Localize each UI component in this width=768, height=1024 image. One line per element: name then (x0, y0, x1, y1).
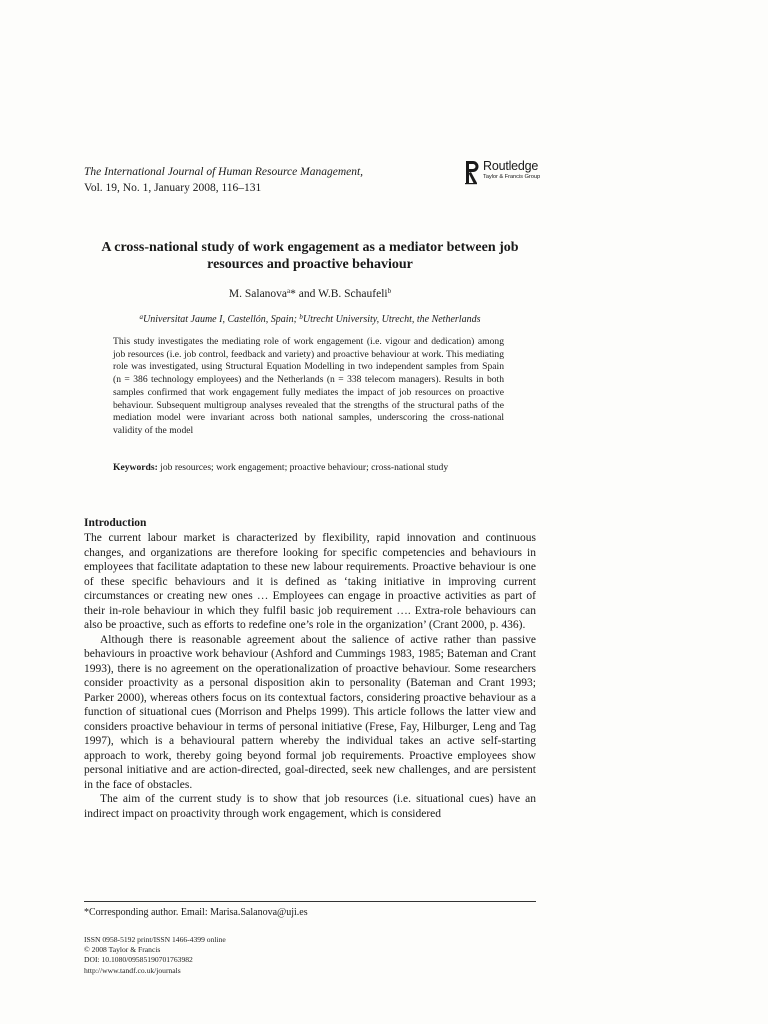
corresponding-author-footnote: *Corresponding author. Email: Marisa.Salanova@uji.es (84, 907, 308, 918)
paragraph: The aim of the current study is to show that job resources (i.e. situational cues) have an indirect impact on proactivity through work engagement, which is considered (84, 793, 536, 820)
journal-name: The International Journal of Human Resource Management, (84, 166, 364, 178)
paragraph: Although there is reasonable agreement about the salience of active rather than passive behaviours in proactive work behaviour (Ashford and Cummings 1983, 1985; Bateman and Crant 1993), there is no agreement on the operationalization of proactive behaviour. Some researchers consider proactivity as a personal disposition akin to personality (Bateman and Crant 1993; Parker 2000), whereas others focus on its contextual factors, considering proactive behaviour as a function of situational cues (Morrison and Phelps 1999). This article follows the latter view and considers proactive behaviour in terms of personal initiative (Frese, Fay, Hilburger, Leng and Tag 1997), which is a behavioural pattern whereby the individual takes an active self-starting approach to work, thereby going beyond formal job requirements. Proactive employees show personal initiative and are action-directed, goal-directed, seek new challenges, and are persistent in the face of obstacles. (84, 633, 536, 791)
keywords (113, 461, 513, 474)
routledge-r-icon (464, 159, 480, 187)
paragraph: The current labour market is characterized by flexibility, rapid innovation and continuous changes, and organizations are therefore looking for specific competencies and behaviours in employees that facilitate adaptation to these new labour requirements. Proactive behaviour is one of these specific behaviours and it is defined as ‘taking initiative in improving current circumstances or creating new ones … Employees can engage in proactive activities as part of their in-role behaviour in which they fulfil basic job requirement …. Extra-role behaviours can also be proactive, such as efforts to redefine one’s role in the organization’ (Crant 2000, p. 436). (84, 532, 536, 631)
affiliation-mark: a (139, 313, 144, 321)
author-line (84, 286, 536, 302)
article-title: A cross-national study of work engagement as a mediator between job resources and proactive behaviour (101, 240, 519, 272)
author-join: and (295, 288, 319, 300)
corresponding-mark: * (290, 288, 296, 300)
affiliation-mark: b (299, 313, 303, 321)
imprint-block (84, 935, 226, 976)
affiliations (84, 313, 536, 327)
affiliation-text: Universitat Jaume I, Castellón, Spain; (143, 314, 300, 325)
affiliation-text: Utrecht University, Utrecht, the Netherlands (302, 314, 481, 325)
doi-line: DOI: 10.1080/09585190701763982 (84, 955, 193, 965)
author-name: W.B. Schaufeli (318, 288, 388, 300)
publisher-subtitle: Taylor & Francis Group (483, 174, 541, 180)
footnote-divider (84, 901, 536, 902)
journal-volume: Vol. 19, No. 1, January 2008, 116–131 (84, 182, 262, 194)
keywords-list: job resources; work engagement; proactive behaviour; cross-national study (157, 462, 449, 473)
section-heading: Introduction (84, 517, 147, 529)
keywords-label: Keywords: (113, 462, 158, 473)
copyright-line: © 2008 Taylor & Francis (84, 945, 161, 955)
journal-citation (84, 164, 363, 196)
body-text (84, 531, 536, 821)
journal-url[interactable]: http://www.tandf.co.uk/journals (84, 965, 181, 975)
abstract: This study investigates the mediating role of work engagement (i.e. vigour and dedication) among job resources (i.e. job control, feedback and variety) and proactive behaviour at work. This mediating role was investigated, using Structural Equation Modelling in two independent samples from Spain (n = 386 technology employees) and the Netherlands (n = 338 telecom managers). Results in both samples confirmed that work engagement fully mediates the impact of job resources on proactive behaviour. Subsequent multigroup analyses revealed that the strengths of the structural paths of the mediation model were invariant across both national samples, underscoring the cross-national validity of the model (113, 336, 504, 436)
issn-line: ISSN 0958-5192 print/ISSN 1466-4399 online (84, 935, 226, 944)
author-affiliation-mark: a (287, 287, 291, 295)
author-name: M. Salanova (228, 288, 288, 300)
publisher-name: Routledge (483, 159, 539, 173)
publisher-logo (464, 159, 540, 187)
author-affiliation-mark: b (387, 287, 392, 295)
